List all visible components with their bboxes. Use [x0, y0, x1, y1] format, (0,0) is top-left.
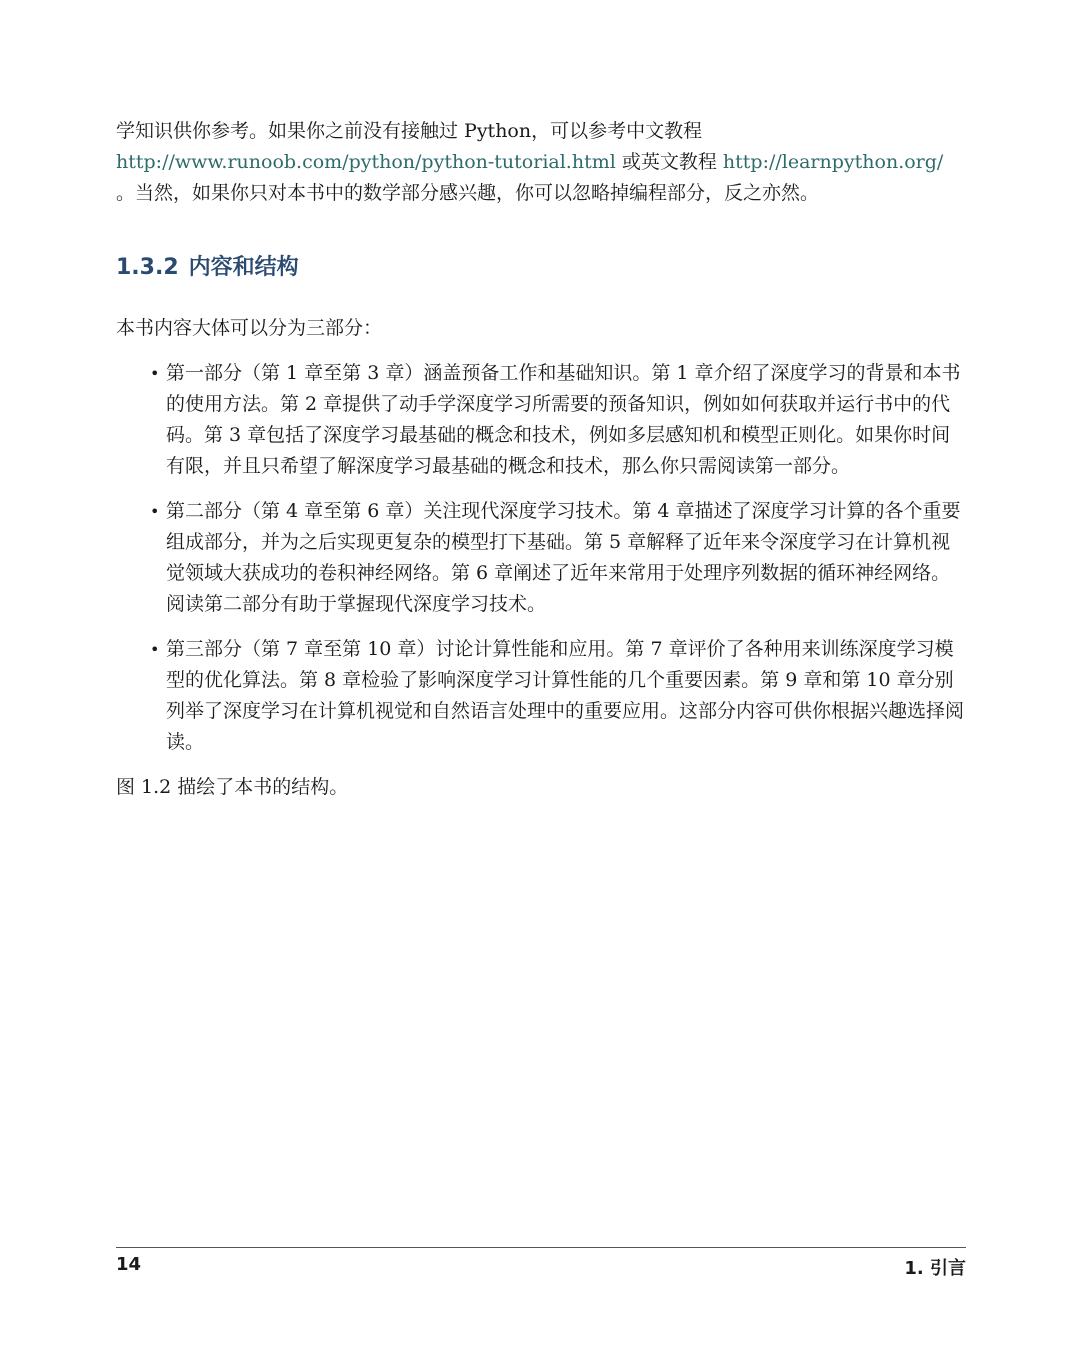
learnpython-link[interactable]: http://learnpython.org/	[722, 151, 944, 173]
section-number: 1.3.2	[116, 255, 179, 280]
page-number: 14	[116, 1254, 142, 1275]
lead-paragraph: 本书内容大体可以分为三部分：	[116, 317, 383, 339]
figure-reference: 图 1.2 描绘了本书的结构。	[116, 776, 349, 798]
intro-paragraph	[116, 116, 966, 209]
section-heading	[116, 253, 966, 283]
page-footer	[116, 1247, 966, 1280]
runoob-tutorial-link[interactable]: http://www.runoob.com/python/python-tutorial.html	[116, 151, 616, 173]
intro-text-b: 或英文教程	[615, 151, 723, 173]
bullet-icon: •	[150, 640, 160, 659]
intro-text-a: 学知识供你参考。如果你之前没有接触过 Python，可以参考中文教程	[116, 120, 703, 142]
list-item	[116, 634, 966, 758]
part-three-text: 第三部分（第 7 章至第 10 章）讨论计算性能和应用。第 7 章评价了各种用来训练深度学习模型的优化算法。第 8 章检验了影响深度学习计算性能的几个重要因素。第 9 章和第 10 章分别列举了深度学习在计算机视觉和自然语言处理中的重要应用。这部分内容可供你根据兴趣选择阅读。	[166, 638, 965, 753]
list-item	[116, 358, 966, 482]
part-one-text: 第一部分（第 1 章至第 3 章）涵盖预备工作和基础知识。第 1 章介绍了深度学习的背景和本书的使用方法。第 2 章提供了动手学深度学习所需要的预备知识，例如如何获取并运行书中的代码。第 3 章包括了深度学习最基础的概念和技术，例如多层感知机和模型正则化。如果你时间有限，并且只希望了解深度学习最基础的概念和技术，那么你只需阅读第一部分。	[166, 362, 961, 477]
list-item	[116, 496, 966, 620]
bullet-icon: •	[150, 502, 160, 521]
intro-text-c: 。当然，如果你只对本书中的数学部分感兴趣，你可以忽略掉编程部分，反之亦然。	[116, 182, 820, 204]
page-body	[116, 116, 966, 803]
part-two-text: 第二部分（第 4 章至第 6 章）关注现代深度学习技术。第 4 章描述了深度学习计算的各个重要组成部分，并为之后实现更复杂的模型打下基础。第 5 章解释了近年来令深度学习在计算机视觉领域大获成功的卷积神经网络。第 6 章阐述了近年来常用于处理序列数据的循环神经网络。阅读第二部分有助于掌握现代深度学习技术。	[166, 500, 961, 615]
parts-list	[116, 358, 966, 758]
section-title: 内容和结构	[188, 255, 299, 280]
chapter-title: 1. 引言	[904, 1258, 966, 1279]
bullet-icon: •	[150, 364, 160, 383]
